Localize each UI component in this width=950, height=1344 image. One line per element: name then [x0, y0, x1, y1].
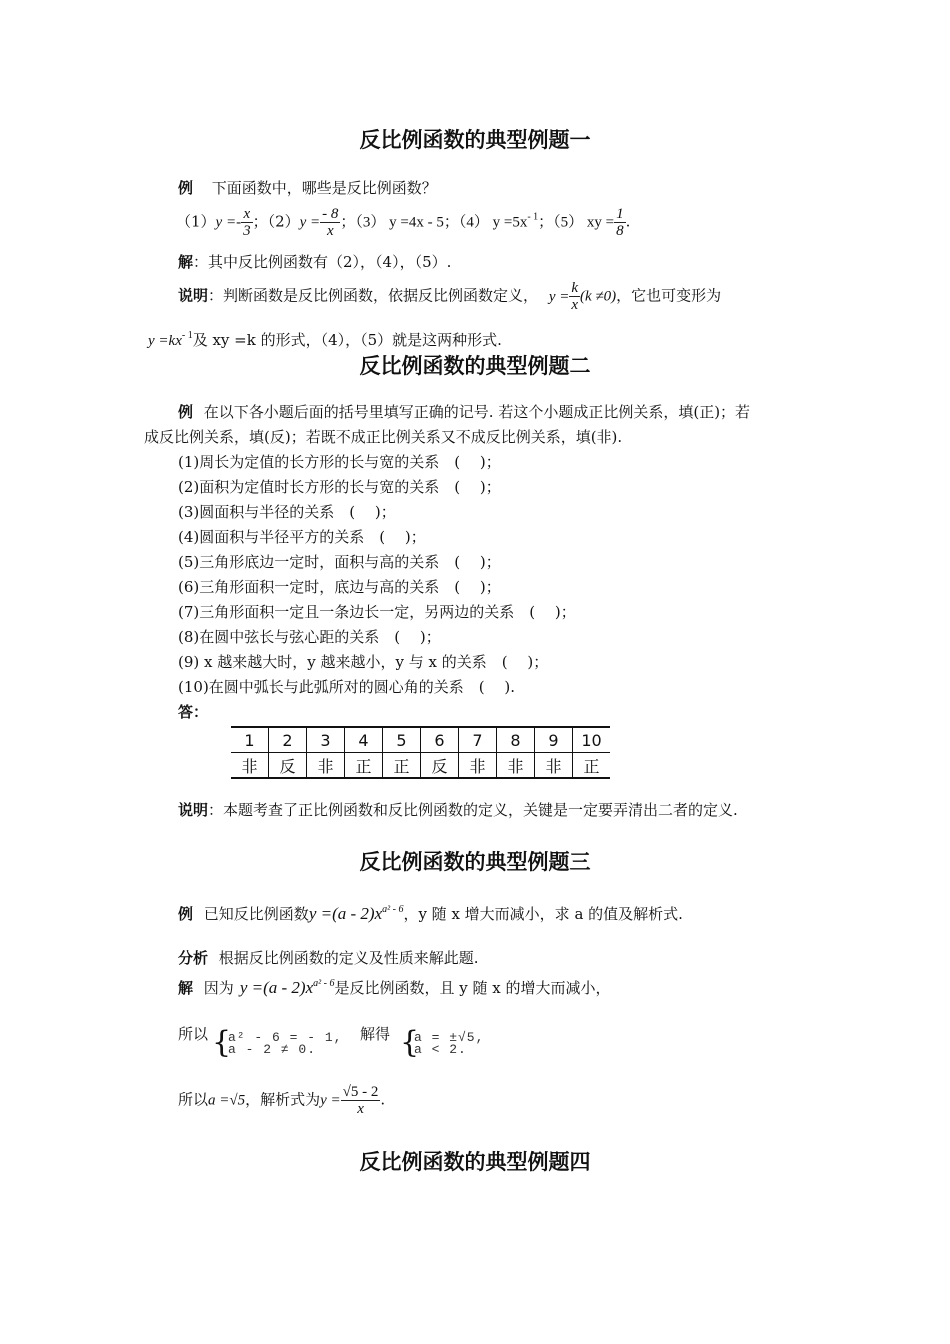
s2-item: (8)在圆中弦长与弦心距的关系 ( )； — [178, 628, 441, 646]
table-header-cell: 1 — [231, 727, 269, 753]
s2-answer-table — [231, 726, 610, 779]
s1-note-lhs: y = — [548, 288, 570, 305]
s2-item: (2)面积为定值时长方形的长与宽的关系 ( )； — [178, 478, 501, 496]
left-brace-icon: { — [212, 1025, 232, 1060]
s3-solution-post: 是反比例函数，且 y 随 x 的增大而减小， — [334, 979, 611, 997]
s2-note — [178, 800, 738, 820]
s1-opt1-den: 3 — [243, 223, 251, 239]
s3-solution-sup: a² - 6 — [313, 978, 335, 989]
s1-opt5-num: 1 — [616, 206, 624, 222]
s3-example-pre: 已知反比例函数 — [203, 905, 309, 923]
s1-opt1-label: （1） — [176, 212, 216, 231]
table-value-cell: 正 — [345, 753, 383, 779]
s3-result-mid: ，解析式为 — [245, 1090, 321, 1109]
s3-solve-label: 解得 — [360, 1025, 391, 1043]
s1-example-label: 例 — [178, 179, 194, 197]
s3-result-num: √5 - 2 — [342, 1084, 379, 1100]
s2-item: (3)圆面积与半径的关系 ( )； — [178, 503, 396, 521]
section2-title: 反比例函数的典型例题二 — [359, 353, 591, 378]
s1-options — [176, 206, 630, 239]
table-value-cell: 非 — [307, 753, 345, 779]
s1-note-cond: (k ≠0) — [580, 288, 617, 305]
section4-title: 反比例函数的典型例题四 — [359, 1149, 591, 1174]
s2-example-label: 例 — [178, 403, 194, 421]
s3-system2-eq1: a = ±√5, — [414, 1030, 485, 1045]
s1-opt5-frac — [614, 206, 626, 239]
s2-answer-label: 答： — [178, 703, 209, 721]
table-value-cell: 非 — [459, 753, 497, 779]
s1-opt2-num: - 8 — [322, 206, 339, 222]
left-brace-icon: { — [400, 1025, 420, 1060]
s2-item: (1)周长为定值的长方形的长与宽的关系 ( )； — [178, 453, 501, 471]
table-value-cell: 正 — [573, 753, 611, 779]
s3-example-sup: a² - 6 — [382, 904, 404, 915]
s1-note-tail: ，它也可变形为 — [616, 286, 722, 305]
s1-opt5-end: . — [625, 212, 631, 231]
section1-title: 反比例函数的典型例题一 — [359, 127, 591, 152]
s3-result-lhs: y = — [320, 1092, 341, 1109]
s1-example — [178, 178, 437, 198]
s1-opt1-num: x — [243, 206, 251, 222]
s1-note-text: ：判断函数是反比例函数，依据反比例函数定义， — [208, 286, 539, 305]
s1-example-text: 下面函数中，哪些是反比例函数？ — [211, 179, 437, 197]
s3-example-post: ，y 随 x 增大而减小，求 a 的值及解析式. — [403, 905, 683, 923]
s2-item: (6)三角形面积一定时，底边与高的关系 ( )； — [178, 578, 501, 596]
s3-example-label: 例 — [178, 905, 194, 923]
s3-result-den: x — [341, 1100, 381, 1117]
s3-analysis-label: 分析 — [178, 949, 209, 967]
s3-result — [178, 1084, 385, 1117]
s1-note-num: k — [571, 280, 579, 296]
s3-system2 — [414, 1032, 484, 1056]
s3-solution-pre: 因为 — [203, 979, 234, 997]
s1-opt2-label: ；（2） — [252, 212, 300, 231]
s1-note-label: 说明 — [178, 286, 209, 305]
s3-result-frac — [341, 1084, 381, 1117]
s3-solution — [178, 974, 610, 998]
s1-note2-sup: - 1 — [181, 330, 193, 341]
table-value-cell: 非 — [231, 753, 269, 779]
s1-opt2-den: x — [320, 222, 340, 239]
table-header-cell: 5 — [383, 727, 421, 753]
s3-so-label: 所以 — [178, 1025, 209, 1043]
table-value-cell: 反 — [269, 753, 307, 779]
s3-solution-label: 解 — [178, 979, 194, 997]
table-header-cell: 2 — [269, 727, 307, 753]
table-value-cell: 非 — [497, 753, 535, 779]
s2-item: (10)在圆中弧长与此弧所对的圆心角的关系 ( ). — [178, 678, 516, 696]
s2-item: (9) x 越来越大时，y 越来越小，y 与 x 的关系 ( )； — [178, 653, 549, 671]
s1-note-line2 — [148, 326, 502, 351]
s1-note — [178, 280, 721, 313]
s1-note-frac — [569, 280, 580, 313]
s3-analysis — [178, 948, 479, 968]
s1-solution-text: ：其中反比例函数有（2），（4），（5）. — [193, 253, 452, 271]
s3-system1 — [228, 1032, 342, 1056]
s1-solution-label: 解 — [178, 253, 194, 271]
s1-opt5-den: 8 — [616, 223, 624, 239]
s2-item: (5)三角形底边一定时，面积与高的关系 ( )； — [178, 553, 501, 571]
section3-title: 反比例函数的典型例题三 — [359, 849, 591, 874]
s1-opt1-frac — [241, 206, 253, 239]
s3-system2-eq2: a < 2. — [414, 1042, 467, 1057]
s1-opt2-lhs: y = — [299, 214, 321, 231]
s1-note2-a: y =kx — [148, 333, 182, 349]
table-header-cell: 6 — [421, 727, 459, 753]
s1-opt2-frac — [320, 206, 340, 239]
s3-analysis-text: 根据反比例函数的定义及性质来解此题. — [218, 949, 479, 967]
table-header-cell: 7 — [459, 727, 497, 753]
s1-opt5-label: ；（5） xy = — [538, 214, 615, 231]
s3-result-a: a =√5 — [208, 1092, 246, 1109]
s2-example-line1 — [178, 402, 750, 422]
s1-opt4-sup: - 1 — [527, 211, 539, 223]
s2-item: (4)圆面积与半径平方的关系 ( )； — [178, 528, 426, 546]
s2-item: (7)三角形面积一定且一条边长一定，另两边的关系 ( )； — [178, 603, 576, 621]
table-value-cell: 反 — [421, 753, 459, 779]
s3-result-pre: 所以 — [178, 1090, 209, 1109]
s1-opt3: ；（3） y =4x - 5；（4） y =5x — [340, 214, 528, 231]
s2-item-list — [178, 452, 576, 702]
table-header-cell: 4 — [345, 727, 383, 753]
table-value-cell: 非 — [535, 753, 573, 779]
s1-note-den: x — [571, 297, 579, 313]
s3-system1-eq2: a - 2 ≠ 0. — [228, 1042, 317, 1057]
table-header-cell: 10 — [573, 727, 611, 753]
s3-solution-formula: y =(a - 2)x — [239, 978, 314, 997]
s2-example-text1: 在以下各小题后面的括号里填写正确的记号. 若这个小题成正比例关系，填(正)；若 — [203, 403, 751, 421]
s3-system1-eq1: a² - 6 = - 1, — [228, 1030, 343, 1045]
s3-example — [178, 900, 683, 924]
s1-solution — [178, 252, 451, 272]
s2-note-text: ：本题考查了正比例函数和反比例函数的定义，关键是一定要弄清出二者的定义. — [208, 801, 738, 819]
table-header-cell: 3 — [307, 727, 345, 753]
s1-note2-b: 及 xy =k 的形式，（4），（5）就是这两种形式. — [192, 331, 502, 349]
table-header-cell: 9 — [535, 727, 573, 753]
table-header-cell: 8 — [497, 727, 535, 753]
s2-note-label: 说明 — [178, 801, 209, 819]
s3-result-end: . — [380, 1090, 386, 1109]
table-value-cell: 正 — [383, 753, 421, 779]
s3-example-formula: y =(a - 2)x — [308, 904, 383, 923]
s1-opt1-lhs: y =- — [215, 214, 242, 231]
s2-example-line2: 成反比例关系，填(反)；若既不成正比例关系又不成反比例关系，填(非). — [144, 428, 623, 446]
